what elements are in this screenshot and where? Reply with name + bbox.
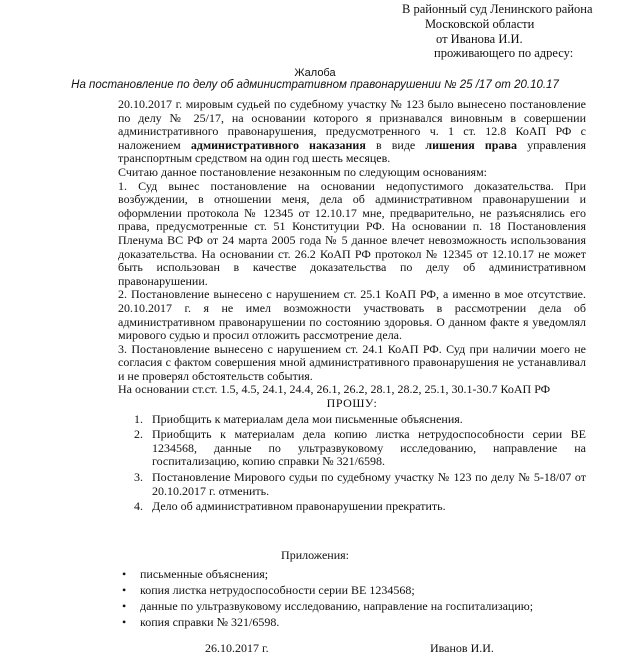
applicant-address-label: проживающего по адресу:	[434, 46, 574, 60]
court-region: Московской области	[425, 17, 535, 31]
applicant-name: от Иванова И.И.	[436, 32, 523, 46]
grounds-line: Считаю данное постановление незаконным по следующим основаниям:	[118, 164, 487, 179]
request-item: 1. Приобщить к материалам дела мои письменные объяснения.	[146, 413, 586, 427]
bold-deprivation: лишения права	[425, 137, 517, 152]
signature-date: 26.10.2017 г.	[205, 641, 269, 655]
ground-point-2: 2. Постановление вынесено с нарушением ст. 25.1 КоАП РФ, а именно в мое отсутствие. 20.10.2017 г. я не имел возможности участвовать в рассмотрении дела об административном правонарушении по состоянию здоровья. О данном факте я уведомлял мирового судью и просил отложить рассмотрение дела.	[118, 287, 586, 343]
ground-point-3: 3. Постановление вынесено с нарушением ст. 24.1 КоАП РФ. Суд при наличии моего не согласия с фактом совершения мной административного правонарушения не устанавливал и не проверял обстоятельств события.	[118, 341, 586, 383]
request-item: 3. Постановление Мирового судьи по судебному участку № 123 по делу № 5-18/07 от 20.10.2017 г. отменить.	[146, 471, 586, 498]
complaint-body	[118, 98, 586, 516]
appendix-item: • письменные объяснения;	[118, 566, 588, 582]
appendix-item: • копия листка нетрудоспособности серии ВЕ 1234568;	[118, 582, 588, 598]
court-name: В районный суд Ленинского района	[402, 2, 593, 16]
document-subtitle: На постановление по делу об административном правонарушении № 25 /17 от 20.10.17	[71, 79, 559, 91]
intro-paragraph: 20.10.2017 г. мировым судьей по судебному участку № 123 было вынесено постановление по делу № 25/17, на основании которого я признавался виновным в совершении административного правонарушения, предусмотренного ч. 1 ст. 12.8 КоАП РФ с наложением административного наказания в виде лишения права управления транспортным средством на один год шесть месяцев.	[118, 97, 587, 166]
request-heading: ПРОШУ:	[326, 396, 378, 411]
appendix-item: • данные по ультразвуковому исследованию, направление на госпитализацию;	[118, 598, 588, 614]
request-item: 2. Приобщить к материалам дела копию листка нетрудоспособности серии ВЕ 1234568, данные по ультразвуковому исследованию, направление на госпитализацию, копию справки № 321/6598.	[146, 428, 586, 469]
signature-name: Иванов И.И.	[430, 641, 494, 655]
appendix-list	[118, 566, 588, 630]
legal-basis: На основании ст.ст. 1.5, 4.5, 24.1, 24.4, 26.1, 26.2, 28.1, 28.2, 25.1, 30.1-30.7 КоАП РФ	[118, 382, 551, 397]
request-item: 4. Дело об административном правонарушении прекратить.	[146, 500, 586, 514]
ground-point-1: 1. Суд вынес постановление на основании недопустимого доказательства. При возбуждении, в отношении меня, дела об административном правонарушении и оформлении протокола № 12345 от 12.10.17 мне, предварительно, не разъяснялись его права, предусмотренные ст. 51 Конституции РФ. На основании п. 18 Постановления Пленума ВС РФ от 24 марта 2005 года № 5 данное влечет невозможность использования доказательства. На основании ст. 26.2 КоАП РФ протокол № 12345 от 12.10.17 не может быть использован в качестве доказательства по делу об административном правонарушении.	[118, 178, 586, 288]
document-title: Жалоба	[294, 67, 336, 79]
appendix-item: • копия справки № 321/6598.	[118, 614, 588, 630]
appendix-title: Приложения:	[281, 548, 349, 562]
bold-penalty: административного наказания	[190, 137, 366, 152]
request-list	[118, 413, 586, 514]
